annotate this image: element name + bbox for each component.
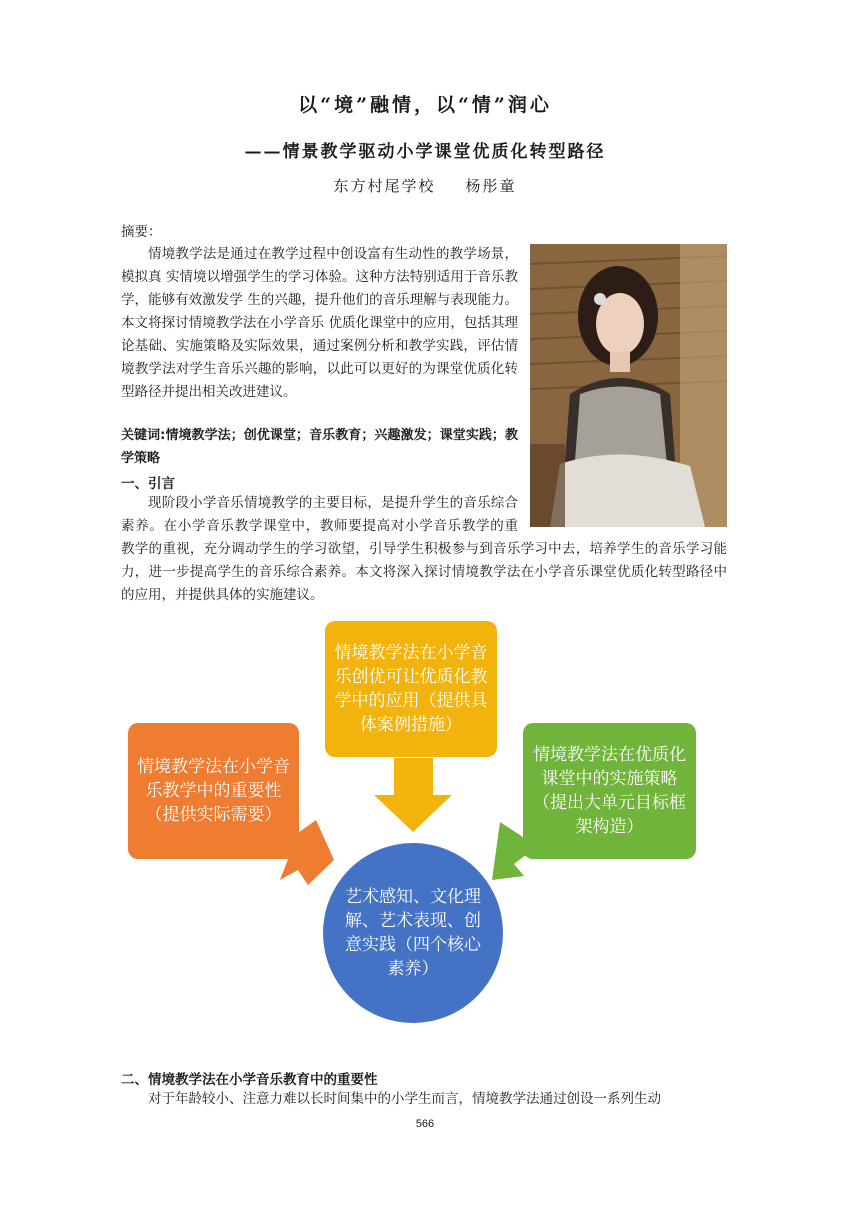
paper-title: 以“境”融情，以“情”润心 [298, 94, 552, 116]
keywords: 关键词:情境教学法；创优课堂；音乐教育；兴趣激发；课堂实践；教学策略 [121, 428, 518, 466]
author-school: 东方村尾学校 [333, 177, 436, 195]
diagram-center-circle [343, 865, 483, 1000]
section1-heading: 一、引言 [121, 476, 175, 492]
paper-subtitle: ——情景教学驱动小学课堂优质化转型路径 [244, 142, 606, 162]
section2-text: 对于年龄较小、注意力难以长时间集中的小学生而言，情境教学法通过创设一系列生动 [148, 1091, 661, 1107]
section1-text: 现阶段小学音乐情境教学的主要目标，是提升学生的音乐综合素养。在小学音乐教学课堂中，教师要提高对小学音乐教学的重 [121, 495, 518, 534]
diagram-left-box [128, 723, 299, 859]
diagram-right-text: 情境教学法在优质化课堂中的实施策略（提出大单元目标框架构造） [533, 745, 686, 837]
diagram-top-text: 情境教学法在小学音乐创优可让优质化教学中的应用（提供具体案例措施） [334, 643, 488, 735]
diagram-top-box [325, 621, 497, 757]
page-number: 566 [415, 1118, 435, 1130]
abstract-text: 情境教学法是通过在教学过程中创设富有生动性的教学场景，模拟真 实情境以增强学生的学习体验。这种方法特别适用于音乐教学，能够有效激发学 生的兴趣，提升他们的音乐理解与表现能力。本文将探讨情境教学法在小学音乐 优质化课堂中的应用，包括其理论基础、实施策略及实际效果，通过案例分析和教学实践，评估情境教学法对学生音乐兴趣的影响，以此可以更好的为课堂优质化转型路径并提出相关改进建议。 [121, 246, 518, 400]
diagram-right-box [523, 723, 696, 859]
abstract-label: 摘要： [121, 224, 162, 240]
author-name: 杨彤童 [465, 177, 517, 195]
section2-heading: 二、情境教学法在小学音乐教育中的重要性 [121, 1072, 378, 1088]
section1-continuation: 教学的重视，充分调动学生的学习欲望，引导学生积极参与到音乐学习中去，培养学生的音乐学习能力，进一步提高学生的音乐综合素养。本文将深入探讨情境教学法在小学音乐课堂优质化转型路径中的应用，并提供具体的实施建议。 [121, 541, 727, 603]
down-arrow [374, 758, 452, 832]
diagram-left-text: 情境教学法在小学音乐教学中的重要性（提供实际需要） [137, 757, 290, 825]
diagram-center-text: 艺术感知、文化理解、艺术表现、创意实践（四个核心素养） [345, 886, 481, 979]
